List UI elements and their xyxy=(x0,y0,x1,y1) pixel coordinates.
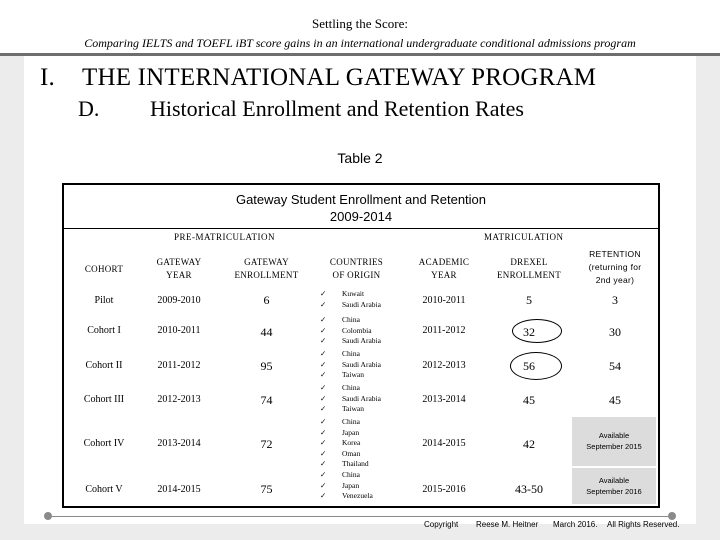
country-name: China xyxy=(342,349,360,358)
col-header-drexel-enrollment-line1: DREXEL xyxy=(510,257,548,267)
check-icon: ✓ xyxy=(320,393,327,403)
country-name: Saudi Arabia xyxy=(342,336,381,345)
check-icon: ✓ xyxy=(320,417,327,426)
section-title: THE INTERNATIONAL GATEWAY PROGRAM xyxy=(82,64,597,91)
subsection-title: Historical Enrollment and Retention Rates xyxy=(150,96,524,121)
gateway-enrollment-cell: 74 xyxy=(260,393,273,407)
country-name: Colombia xyxy=(342,325,372,335)
highlight-circle xyxy=(512,319,562,343)
drexel-enrollment-cell: 56 xyxy=(523,359,535,373)
retention-available-label: Available xyxy=(598,476,630,485)
countries-cell xyxy=(320,470,373,502)
check-icon: ✓ xyxy=(320,349,327,358)
col-header-drexel-enrollment-line2: ENROLLMENT xyxy=(497,270,561,280)
country-name: China xyxy=(342,470,360,479)
gateway-year-cell: 2011-2012 xyxy=(157,360,201,371)
col-header-gateway-year-line2: YEAR xyxy=(166,270,192,280)
check-icon: ✓ xyxy=(320,491,327,500)
check-icon: ✓ xyxy=(320,299,327,309)
col-header-retention-line3: 2nd year) xyxy=(595,275,635,285)
country-name: Taiwan xyxy=(342,404,364,413)
decorative-dot-right xyxy=(668,512,676,520)
drexel-enrollment-cell: 43-50 xyxy=(515,482,543,496)
check-icon: ✓ xyxy=(320,459,327,468)
retention-cell xyxy=(572,468,656,504)
col-header-retention-line2: (returning for xyxy=(588,262,642,272)
col-header-drexel-enrollment xyxy=(484,256,574,282)
table-title-line2: 2009-2014 xyxy=(329,209,393,224)
check-icon: ✓ xyxy=(320,359,327,369)
cohort-cell: Cohort II xyxy=(85,360,123,371)
country-name: China xyxy=(342,417,360,426)
check-icon: ✓ xyxy=(320,480,327,490)
footer-rule xyxy=(52,516,668,517)
matriculation-label: MATRICULATION xyxy=(484,232,564,242)
academic-year-cell: 2015-2016 xyxy=(422,484,466,495)
country-name: Taiwan xyxy=(342,370,364,379)
gateway-year-cell: 2010-2011 xyxy=(157,325,201,336)
gateway-year-cell: 2012-2013 xyxy=(157,394,201,405)
enrollment-table xyxy=(62,183,660,508)
check-icon: ✓ xyxy=(320,383,327,392)
countries-cell xyxy=(320,349,381,381)
retention-cell: 54 xyxy=(609,359,621,373)
country-name: Korea xyxy=(342,438,361,447)
countries-cell xyxy=(320,289,381,310)
check-icon: ✓ xyxy=(320,336,327,345)
check-icon: ✓ xyxy=(320,325,327,335)
section-numeral: I. xyxy=(40,64,55,91)
country-name: Japan xyxy=(342,480,360,490)
table-title-divider xyxy=(64,228,658,229)
footer-date: March 2016. xyxy=(553,520,598,529)
col-header-countries-line1: COUNTRIES xyxy=(329,257,384,267)
countries-cell xyxy=(320,315,381,347)
table-title xyxy=(64,191,658,225)
cohort-cell: Cohort III xyxy=(83,394,125,405)
col-header-academic-year-line2: YEAR xyxy=(431,270,457,280)
academic-year-cell: 2011-2012 xyxy=(422,325,466,336)
drexel-enrollment-cell: 5 xyxy=(526,293,532,307)
academic-year-cell: 2010-2011 xyxy=(422,295,466,306)
table-title-line1: Gateway Student Enrollment and Retention xyxy=(235,192,487,207)
pre-matriculation-label: PRE-MATRICULATION xyxy=(174,232,276,242)
col-header-gateway-year xyxy=(144,256,214,282)
col-header-gateway-year-line1: GATEWAY xyxy=(156,257,202,267)
gateway-enrollment-cell: 6 xyxy=(263,293,270,307)
country-name: Saudi Arabia xyxy=(342,359,381,369)
check-icon: ✓ xyxy=(320,289,327,298)
section-heading xyxy=(40,64,596,92)
decorative-dot-left xyxy=(44,512,52,520)
footer-copyright: Copyright xyxy=(424,520,459,529)
col-header-cohort: COHORT xyxy=(84,264,124,274)
gateway-enrollment-cell: 75 xyxy=(260,482,273,496)
cohort-cell: Cohort V xyxy=(85,484,123,495)
drexel-enrollment-cell: 45 xyxy=(523,393,535,407)
countries-cell xyxy=(320,417,369,470)
cohort-cell: Cohort I xyxy=(87,325,121,336)
presentation-subtitle: Comparing IELTS and TOEFL iBT score gains in an international undergraduate conditional admissions program xyxy=(84,36,636,50)
cohort-cell: Cohort IV xyxy=(83,438,125,449)
col-header-retention xyxy=(572,248,658,287)
check-icon: ✓ xyxy=(320,370,327,379)
country-name: China xyxy=(342,315,360,324)
gateway-enrollment-cell: 95 xyxy=(260,359,273,373)
footer-author: Reese M. Heitner xyxy=(476,520,539,529)
check-icon: ✓ xyxy=(320,404,327,413)
col-header-gateway-enrollment xyxy=(224,256,309,282)
col-header-gateway-enrollment-line1: GATEWAY xyxy=(244,257,289,267)
gateway-year-cell: 2014-2015 xyxy=(157,484,201,495)
col-header-academic-year-line1: ACADEMIC xyxy=(418,257,470,267)
country-name: Oman xyxy=(342,448,361,458)
col-header-gateway-enrollment-line2: ENROLLMENT xyxy=(234,270,299,280)
retention-available-date: September 2016 xyxy=(586,487,642,496)
footer-rights: All Rights Reserved. xyxy=(607,520,680,529)
country-name: Japan xyxy=(342,427,360,437)
check-icon: ✓ xyxy=(320,427,327,437)
countries-cell xyxy=(320,383,381,415)
col-header-academic-year xyxy=(404,256,484,282)
drexel-enrollment-cell: 32 xyxy=(523,325,535,339)
retention-cell: 30 xyxy=(609,325,621,339)
country-name: Thailand xyxy=(342,459,369,468)
gateway-year-cell: 2013-2014 xyxy=(157,438,201,449)
academic-year-cell: 2013-2014 xyxy=(422,394,466,405)
retention-cell: 45 xyxy=(609,393,621,407)
country-name: China xyxy=(342,383,360,392)
highlight-circle xyxy=(510,352,562,380)
presentation-title: Settling the Score: xyxy=(311,16,409,31)
gateway-enrollment-cell: 44 xyxy=(260,325,273,339)
retention-cell xyxy=(572,417,656,466)
academic-year-cell: 2012-2013 xyxy=(422,360,466,371)
subsection-letter: D. xyxy=(78,96,100,121)
col-header-countries-line2: OF ORIGIN xyxy=(332,270,381,280)
table-label: Table 2 xyxy=(337,150,383,166)
retention-cell: 3 xyxy=(612,293,618,307)
cohort-cell: Pilot xyxy=(94,295,114,306)
col-header-countries xyxy=(314,256,399,282)
retention-available-label: Available xyxy=(598,431,630,440)
drexel-enrollment-cell: 42 xyxy=(523,437,535,451)
check-icon: ✓ xyxy=(320,315,327,324)
check-icon: ✓ xyxy=(320,470,327,479)
country-name: Saudi Arabia xyxy=(342,299,381,309)
country-name: Saudi Arabia xyxy=(342,393,381,403)
academic-year-cell: 2014-2015 xyxy=(422,438,466,449)
country-name: Kuwait xyxy=(342,289,365,298)
subsection-heading xyxy=(78,96,524,122)
col-header-retention-line1: RETENTION xyxy=(589,249,641,259)
country-name: Venezuela xyxy=(342,491,373,500)
check-icon: ✓ xyxy=(320,448,327,458)
gateway-year-cell: 2009-2010 xyxy=(157,295,201,306)
gateway-enrollment-cell: 72 xyxy=(260,437,273,451)
check-icon: ✓ xyxy=(320,438,327,447)
retention-available-date: September 2015 xyxy=(586,442,642,451)
